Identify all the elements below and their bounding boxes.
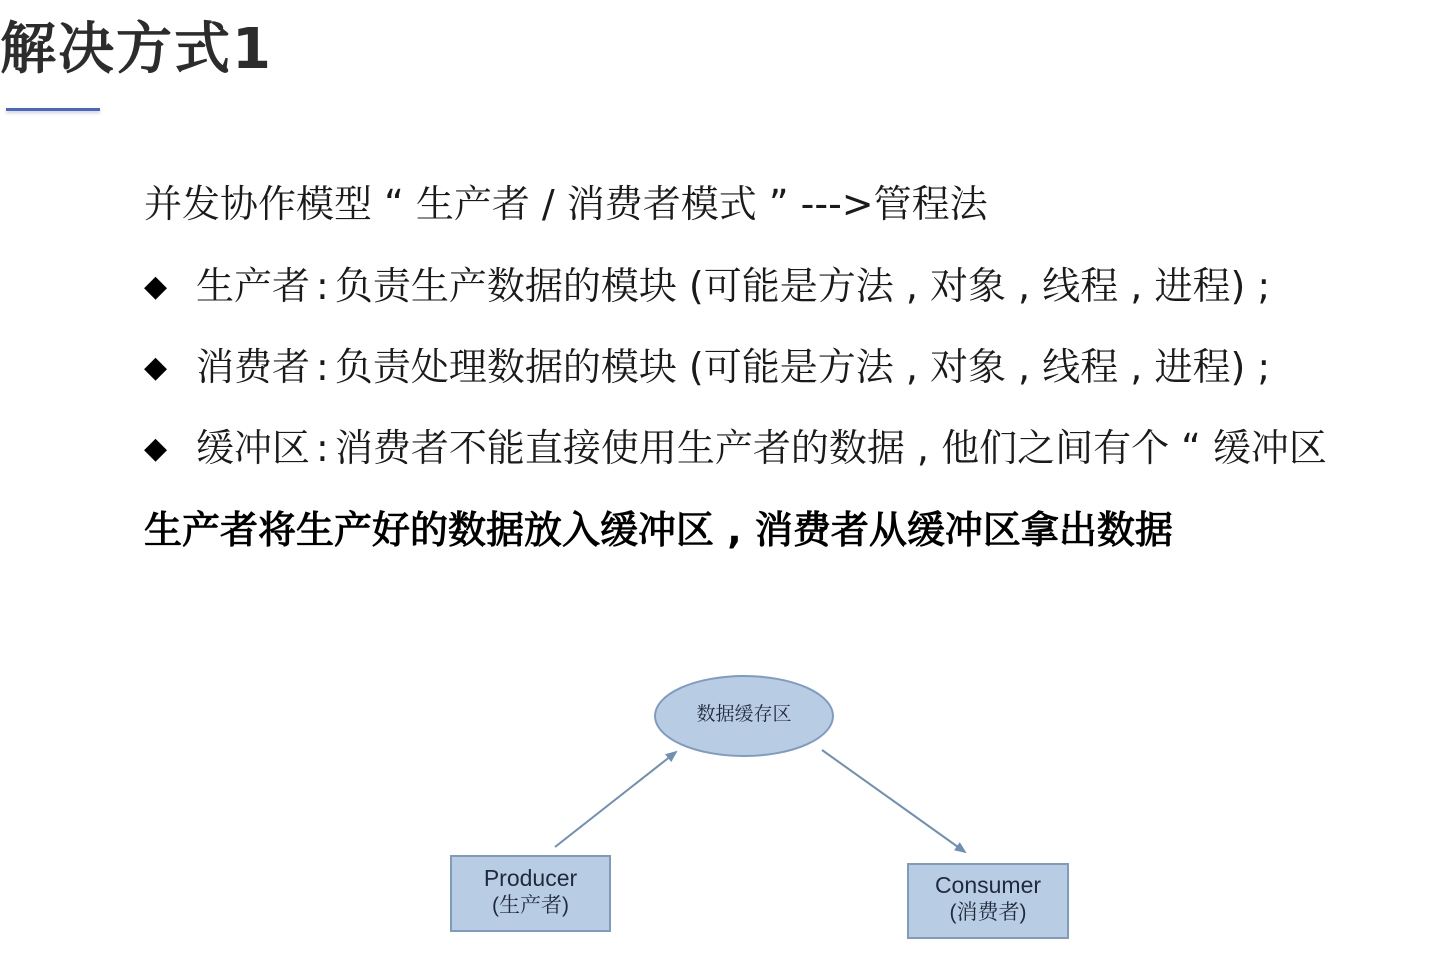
bullet-text: 消费者不能直接使用生产者的数据 , 他们之间有个 “ 缓冲区 [334, 426, 1327, 470]
buffer-to-consumer-arrow [822, 750, 965, 852]
bullet-term: 缓冲区 [196, 426, 311, 470]
bullet-term: 生产者 [196, 264, 311, 308]
intro-line: 并发协作模型 “ 生产者 / 消费者模式 ” --->管程法 [144, 182, 988, 226]
producer-to-buffer-arrow [555, 752, 676, 847]
buffer-label: 数据缓存区 [696, 704, 792, 725]
producer-label [451, 864, 610, 920]
summary-line: 生产者将生产好的数据放入缓冲区 , 消费者从缓冲区拿出数据 [144, 508, 1173, 552]
bullet-term: 消费者 [196, 345, 311, 389]
bullet-separator: : [316, 345, 329, 389]
bullet-separator: : [316, 426, 329, 470]
bullet-text: 负责生产数据的模块 (可能是方法 , 对象 , 线程 , 进程) ; [334, 264, 1271, 308]
diamond-bullet-icon: ◆ [144, 269, 168, 304]
producer-label-cn: (生产者) [492, 894, 569, 917]
diamond-bullet-icon: ◆ [144, 431, 168, 466]
diamond-bullet-icon: ◆ [144, 350, 168, 385]
producer-label-en: Producer [483, 865, 578, 891]
bullet-text: 负责处理数据的模块 (可能是方法 , 对象 , 线程 , 进程) ; [334, 345, 1271, 389]
consumer-label-en: Consumer [934, 872, 1042, 898]
bullet-separator: : [316, 264, 329, 308]
consumer-label [908, 871, 1068, 927]
consumer-label-cn: (消费者) [949, 901, 1027, 924]
slide-title: 解决方式1 [0, 17, 273, 82]
